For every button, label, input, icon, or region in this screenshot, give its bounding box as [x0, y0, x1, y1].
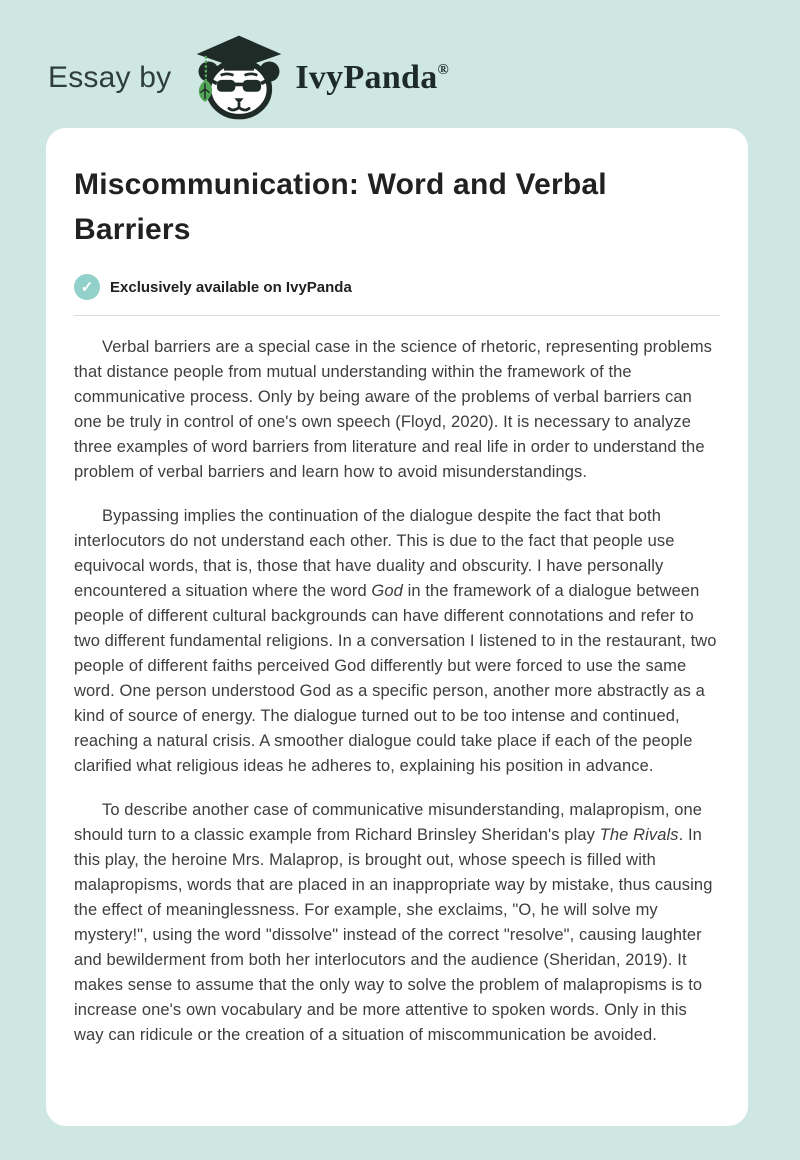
page-title: Miscommunication: Word and Verbal Barriers: [74, 168, 607, 246]
badge-label: Exclusively available on IvyPanda: [110, 278, 352, 296]
exclusive-badge: [74, 274, 720, 300]
divider: [74, 315, 720, 316]
essay-paragraph: [74, 335, 720, 485]
text-run: . In this play, the heroine Mrs. Malaprop, is brought out, whose speech is filled with malapropisms, words that are placed in an inappropriate way by mistake, thus causing the effect of meaninglessness. For example, she exclaims, "O, he will solve my mystery!", using the word "dissolve" instead of the correct "resolve", causing laughter and bewilderment from both her interlocutors and the audience (Sheridan, 2019). It makes sense to assume that the only way to solve the problem of malapropisms is to increase one's own vocabulary and be more attentive to spoken words. Only in this way can ridicule or the creation of a situation of miscommunication be avoided.: [74, 826, 713, 1044]
essay-card: [46, 128, 748, 1126]
text-run: in the framework of a dialogue between people of different cultural backgrounds can have different connotations and refer to two different fundamental religions. In a conversation I listened to in the restaurant, two people of different faiths perceived God differently but were forced to use the same word. One person understood God as a specific person, another more abstractly as a kind of source of energy. The dialogue turned out to be too intense and continued, reaching a natural crisis. A smoother dialogue could take place if each of the people clarified what religious ideas he adheres to, explaining his position in advance.: [74, 582, 717, 775]
italic-text-run: God: [371, 582, 403, 600]
essay-paragraph: [74, 798, 720, 1048]
registered-mark: ®: [437, 62, 450, 78]
panda-graduate-icon: [193, 32, 285, 124]
essay-body: [74, 335, 720, 1048]
text-run: Verbal barriers are a special case in the science of rhetoric, representing problems that distance people from mutual understanding within the framework of the communicative process. Only by being aware of the problems of verbal barriers can one be truly in control of one's own speech (Floyd, 2020). It is necessary to analyze three examples of word barriers from literature and real life in order to understand the problem of verbal barriers and learn how to avoid misunderstandings.: [74, 338, 713, 481]
brand-name: [295, 59, 449, 97]
text-run: Bypassing implies the continuation of the dialogue despite the fact that both interlocutors do not understand each other. This is due to the fact that people use equivocal words, that is, those that have duality and obscurity. I have personally encountered a situation where the word: [74, 507, 675, 600]
essay-paragraph: [74, 504, 720, 779]
brand-text: IvyPanda: [295, 59, 438, 96]
site-header: [0, 0, 800, 128]
italic-text-run: The Rivals: [599, 826, 679, 844]
ivypanda-panda-logo-icon: [193, 32, 285, 124]
check-icon: ✓: [74, 274, 100, 300]
text-run: To describe another case of communicative misunderstanding, malapropism, one should turn to a classic example from Richard Brinsley Sheridan's play: [74, 801, 703, 844]
essay-by-label: Essay by: [48, 61, 172, 94]
